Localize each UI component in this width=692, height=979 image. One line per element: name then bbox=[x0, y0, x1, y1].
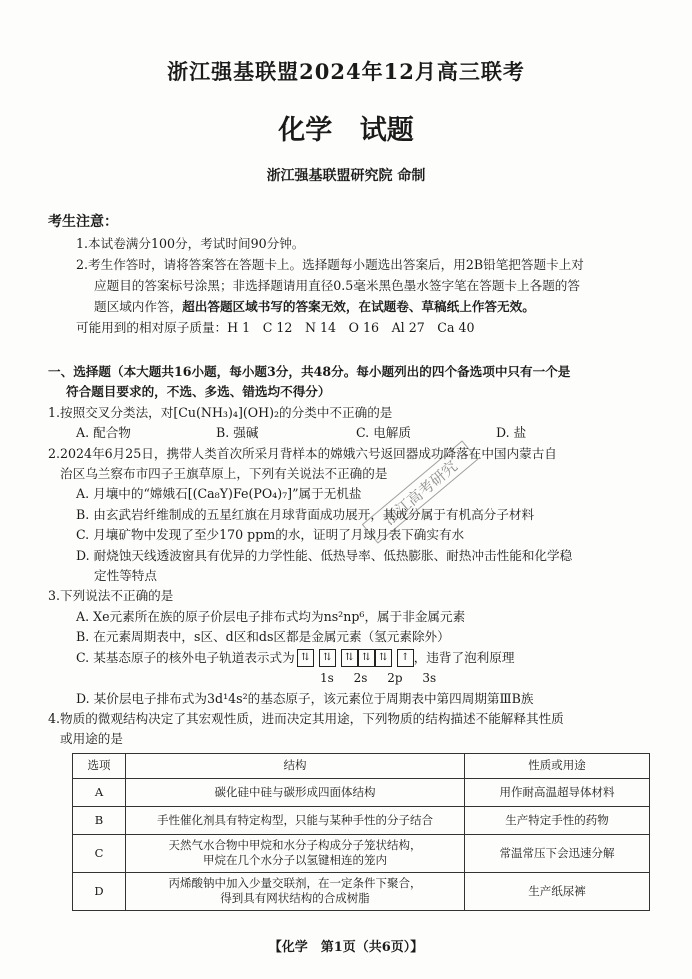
table-cell-option: C bbox=[73, 834, 126, 872]
question-body bbox=[48, 362, 648, 911]
q2-option-d-1: D. 耐烧蚀天线透波窗具有优异的力学性能、低热导率、低热膨胀、耐热冲击性能和化学稳 bbox=[76, 547, 573, 563]
table-row bbox=[73, 806, 650, 834]
section1-heading-1: 一、选择题（本大题共16小题，每小题3分，共48分。每小题列出的四个备选项中只有一个是 bbox=[48, 364, 571, 379]
q4-stem-2: 或用途的是 bbox=[60, 731, 123, 747]
question-3 bbox=[48, 586, 648, 708]
notice-item-2c-plain: 题区域内作答， bbox=[94, 299, 183, 314]
table-cell-property: 用作耐高温超导体材料 bbox=[465, 778, 650, 806]
orbital-box-2p-2: ⇅ bbox=[358, 649, 375, 667]
table-row bbox=[73, 872, 650, 910]
q1-options bbox=[48, 423, 648, 443]
notice-item-2a: 2.考生作答时，请将答案答在答题卡上。选择题每小题选出答案后，用2B铅笔把答题卡上对 bbox=[76, 257, 584, 272]
q2-option-b: B. 由玄武岩纤维制成的五星红旗在月球背面成功展开，其成分属于有机高分子材料 bbox=[76, 506, 535, 522]
question-1 bbox=[48, 403, 648, 444]
table-header-option: 选项 bbox=[73, 753, 126, 778]
table-header-row bbox=[73, 753, 650, 778]
question-4 bbox=[48, 709, 648, 911]
notice-item-2c bbox=[48, 296, 648, 317]
table-cell-property: 生产特定手性的药物 bbox=[465, 806, 650, 834]
candidate-notice bbox=[48, 212, 648, 338]
q3-option-c-post: ，违背了泡利原理 bbox=[413, 649, 515, 665]
q1-option-a: A. 配合物 bbox=[76, 425, 131, 441]
table-cell-structure: 丙烯酸钠中加入少量交联剂，在一定条件下聚合， 得到具有网状结构的合成树脂 bbox=[126, 872, 465, 910]
section1-heading-2: 符合题目要求的，不选、多选、错选均不得分） bbox=[66, 384, 331, 400]
q4-table bbox=[72, 753, 650, 911]
orbital-diagram bbox=[297, 649, 414, 667]
q1-option-b: B. 强碱 bbox=[216, 425, 259, 441]
table-cell-structure: 碳化硅中硅与碳形成四面体结构 bbox=[126, 778, 465, 806]
q3-option-a: A. Xe元素所在族的原子价层电子排布式均为ns²np⁶，属于非金属元素 bbox=[76, 608, 466, 624]
orbital-box-2p-3: ⇅ bbox=[375, 649, 392, 667]
orbital-box-2s: ⇅ bbox=[319, 649, 336, 667]
table-cell-structure: 天然气水合物中甲烷和水分子构成分子笼状结构， 甲烷在几个水分子以氢键相连的笼内 bbox=[126, 834, 465, 872]
q1-option-c: C. 电解质 bbox=[356, 425, 411, 441]
watermark-text: 浙江高考研究 bbox=[380, 456, 461, 529]
question-2 bbox=[48, 444, 648, 587]
q3-option-b: B. 在元素周期表中，s区、d区和ds区都是金属元素（氢元素除外） bbox=[76, 629, 450, 645]
orbital-labels: 1s 2s 2p 3s bbox=[320, 671, 437, 686]
page-footer: 【化学 第1页（共6页）】 bbox=[268, 940, 424, 955]
orbital-box-2p-1: ⇅ bbox=[341, 649, 358, 667]
q2-stem-2: 治区乌兰察布市四子王旗草原上，下列有关说法不正确的是 bbox=[60, 466, 388, 482]
table-header-property: 性质或用途 bbox=[465, 753, 650, 778]
q3-option-c bbox=[48, 648, 648, 668]
q2-option-d-2: 定性等特点 bbox=[94, 568, 157, 584]
table-row bbox=[73, 778, 650, 806]
q3-stem: 3.下列说法不正确的是 bbox=[48, 588, 174, 604]
table-cell-option: D bbox=[73, 872, 126, 910]
q1-option-d: D. 盐 bbox=[496, 425, 527, 441]
q3-option-d: D. 某价层电子排布式为3d¹4s²的基态原子，该元素位于周期表中第四周期第ⅢB族 bbox=[76, 690, 534, 706]
subject-title: 化学 试题 bbox=[278, 115, 414, 146]
exam-title: 浙江强基联盟2024年12月高三联考 bbox=[167, 59, 525, 84]
q3-option-c-pre: C. 某基态原子的核外电子轨道表示式为 bbox=[76, 649, 295, 665]
maker-line: 浙江强基联盟研究院 命制 bbox=[266, 168, 426, 184]
q1-stem: 1.按照交叉分类法，对[Cu(NH₃)₄](OH)₂的分类中不正确的是 bbox=[48, 404, 393, 420]
q2-option-a: A. 月壤中的“嫦娥石[(Ca₈Y)Fe(PO₄)₇]”属于无机盐 bbox=[76, 486, 362, 502]
table-row bbox=[73, 834, 650, 872]
table-cell-option: A bbox=[73, 778, 126, 806]
table-cell-structure: 手性催化剂具有特定构型，只能与某种手性的分子结合 bbox=[126, 806, 465, 834]
q2-stem-1: 2.2024年6月25日，携带人类首次所采月背样本的嫦娥六号返回器成功降落在中国内蒙古自 bbox=[48, 445, 557, 461]
table-cell-option: B bbox=[73, 806, 126, 834]
table-cell-property: 常温常压下会迅速分解 bbox=[465, 834, 650, 872]
notice-item-2b: 应题目的答案标号涂黑；非选择题请用直径0.5毫米黑色墨水签字笔在答题卡上各题的答 bbox=[94, 278, 580, 293]
notice-item-2c-bold: 超出答题区域书写的答案无效，在试题卷、草稿纸上作答无效。 bbox=[182, 299, 535, 314]
notice-heading: 考生注意： bbox=[48, 214, 118, 230]
orbital-box-1s: ⇅ bbox=[297, 649, 314, 667]
q4-stem-1: 4.物质的微观结构决定了其宏观性质，进而决定其用途，下列物质的结构描述不能解释其性质 bbox=[48, 710, 564, 726]
atomic-masses: 可能用到的相对原子质量：H 1 C 12 N 14 O 16 Al 27 Ca 40 bbox=[76, 320, 475, 335]
table-cell-property: 生产纸尿裤 bbox=[465, 872, 650, 910]
orbital-box-3s: ↑ bbox=[397, 649, 414, 667]
q2-option-c: C. 月壤矿物中发现了至少170 ppm的水，证明了月球月表下确实有水 bbox=[76, 527, 465, 543]
table-header-structure: 结构 bbox=[126, 753, 465, 778]
notice-item-1: 1.本试卷满分100分，考试时间90分钟。 bbox=[76, 236, 305, 251]
